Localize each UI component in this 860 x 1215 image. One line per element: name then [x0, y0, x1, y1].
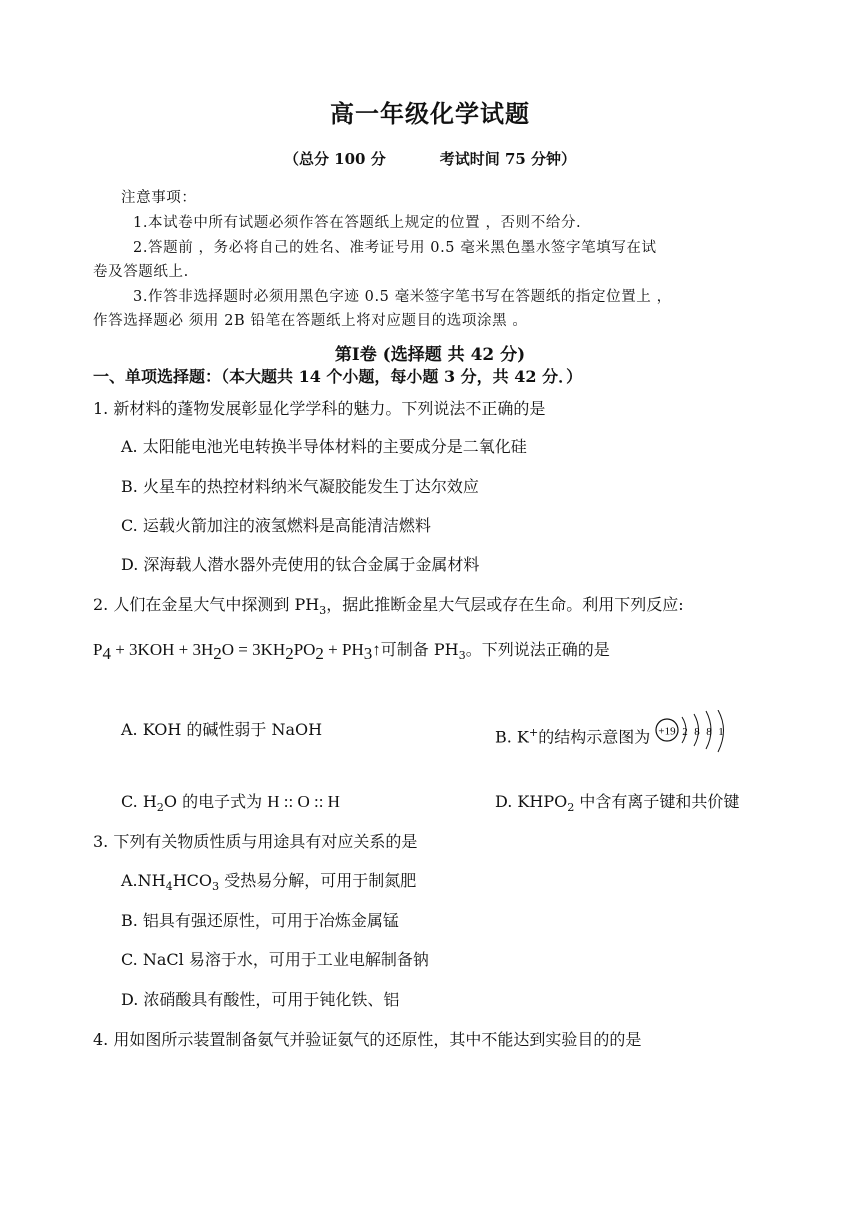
q1-option-d: D. 深海载人潜水器外壳使用的钛合金属于金属材料	[121, 555, 480, 574]
shell-3-electrons: 8	[706, 726, 713, 738]
q3-option-c: C. NaCl 易溶于水，可用于工业电解制备钠	[121, 950, 429, 969]
q2-option-a: A. KOH 的碱性弱于 NaOH	[121, 720, 323, 739]
q4-stem: 4. 用如图所示装置制备氨气并验证氨气的还原性，其中不能达到实验目的的是	[93, 1030, 642, 1049]
q2-equation: $P_4 + 3KOH + 3H_2O = 3KH_2PO_2$ + $PH_3↑$可制备 $PH_3$。下列说法正确的是	[93, 640, 610, 664]
shell-2-electrons: 8	[694, 726, 701, 738]
q3-stem: 3. 下列有关物质性质与用途具有对应关系的是	[93, 832, 418, 851]
q3-option-b: B. 铝具有强还原性，可用于冶炼金属锰	[121, 911, 399, 930]
q2-option-d: D. $KHPO_2$ 中含有离子键和共价键	[495, 792, 740, 815]
q3-option-a: $A.NH_4HCO_3$ 受热易分解，可用于制氮肥	[121, 871, 417, 894]
section-title: 第Ⅰ卷 (选择题 共 42 分)	[334, 345, 526, 365]
q1-stem: 1. 新材料的蓬物发展彰显化学学科的魅力。下列说法不正确的是	[93, 399, 546, 418]
q2-option-b: B. K+的结构示意图为 +19 2 8 8 1	[495, 710, 737, 766]
exam-info	[0, 148, 860, 169]
q1-option-c: C. 运载火箭加注的液氢燃料是高能清洁燃料	[121, 516, 431, 535]
electron-formula: H :: O :: H	[267, 792, 340, 811]
q1-option-a: A. 太阳能电池光电转换半导体材料的主要成分是二氧化硅	[121, 437, 527, 456]
note-item-1: 1.本试卷中所有试题必须作答在答题纸上规定的位置 ，否则不给分.	[133, 215, 582, 231]
up-arrow-icon: ↑	[372, 640, 381, 659]
page-title: 高一年级化学试题	[330, 99, 530, 128]
total-score: （总分 100 分	[283, 150, 386, 168]
potassium-ion-structure-diagram	[655, 710, 737, 766]
q2-option-c: C. $H_2O$ 的电子式为 H :: O :: H	[121, 792, 340, 815]
shell-1-electrons: 2	[682, 726, 689, 738]
q2-stem: 2. 人们在金星大气中探测到 $PH_3$，据此推断金星大气层或存在生命。利用下列反应:	[93, 595, 684, 618]
note-item-3-line-2: 作答选择题必 须用 2B 铅笔在答题纸上将对应题目的选项涂黑 。	[93, 313, 528, 329]
note-item-2-line-2: 卷及答题纸上.	[93, 264, 189, 280]
exam-time: 考试时间 75 分钟）	[439, 150, 577, 168]
note-item-2-line-1: 2.答题前 ，务必将自己的姓名、准考证号用 0.5 毫米黑色墨水签字笔填写在试	[133, 240, 657, 256]
note-item-3-line-1: 3.作答非选择题时必须用黑色字迹 0.5 毫米签字笔书写在答题纸的指定位置上 ，	[133, 289, 672, 305]
shell-4-electrons: 1	[718, 726, 725, 738]
part-heading: 一、单项选择题：（本大题共 14 个小题，每小题 3 分，共 42 分．）	[93, 367, 583, 386]
q3-option-d: D. 浓硝酸具有酸性，可用于钝化铁、铝	[121, 990, 400, 1009]
notes-heading: 注意事项：	[121, 190, 197, 206]
nucleus-charge: +19	[658, 725, 676, 738]
q1-option-b: B. 火星车的热控材料纳米气凝胶能发生丁达尔效应	[121, 477, 479, 496]
